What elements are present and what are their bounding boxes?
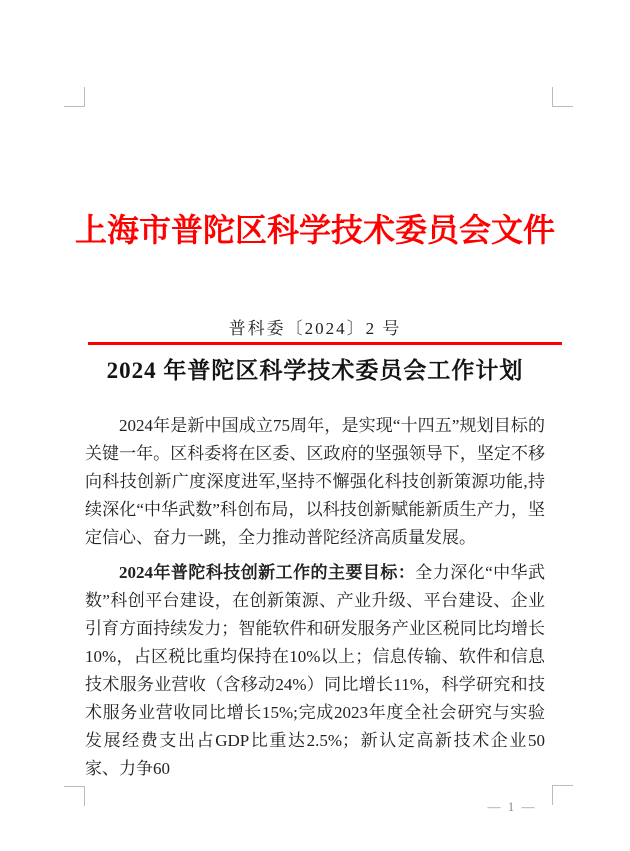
letterhead-title: 上海市普陀区科学技术委员会文件 — [74, 212, 555, 248]
document-number: 普科委〔2024〕2 号 — [228, 319, 402, 338]
document-body — [85, 412, 545, 783]
paragraph-2 — [85, 559, 545, 783]
document-title: 2024 年普陀区科学技术委员会工作计划 — [106, 358, 524, 383]
paragraph-1: 2024年是新中国成立75周年，是实现“十四五”规划目标的关键一年。区科委将在区委、区政府的坚强领导下，坚定不移向科技创新广度深度进军,坚持不懈强化科技创新策源功能,持续深化“中华武数”科创布局，以科技创新赋能新质生产力，坚定信心、奋力一跳，全力推动普陀经济高质量发展。 — [85, 416, 545, 547]
page-number: — 1 — — [487, 799, 537, 814]
crop-mark-top-left — [64, 87, 85, 107]
red-separator-line — [88, 342, 562, 345]
paragraph-2-lead: 2024年普陀科技创新工作的主要目标： — [119, 563, 416, 582]
crop-mark-bottom-left — [64, 786, 85, 806]
crop-mark-top-right — [552, 87, 573, 107]
paragraph-2-body: 全力深化“中华武数”科创平台建设，在创新策源、产业升级、平台建设、企业引育方面持续发力；智能软件和研发服务产业区税同比均增长10%，占区税比重均保持在10%以上；信息传输、软件和信息技术服务业营收（含移动24%）同比增长11%，科学研究和技术服务业营收同比增长15%;完成2023年度全社会研究与实验发展经费支出占GDP比重达2.5%；新认定高新技术企业50家、力争60 — [85, 563, 546, 778]
